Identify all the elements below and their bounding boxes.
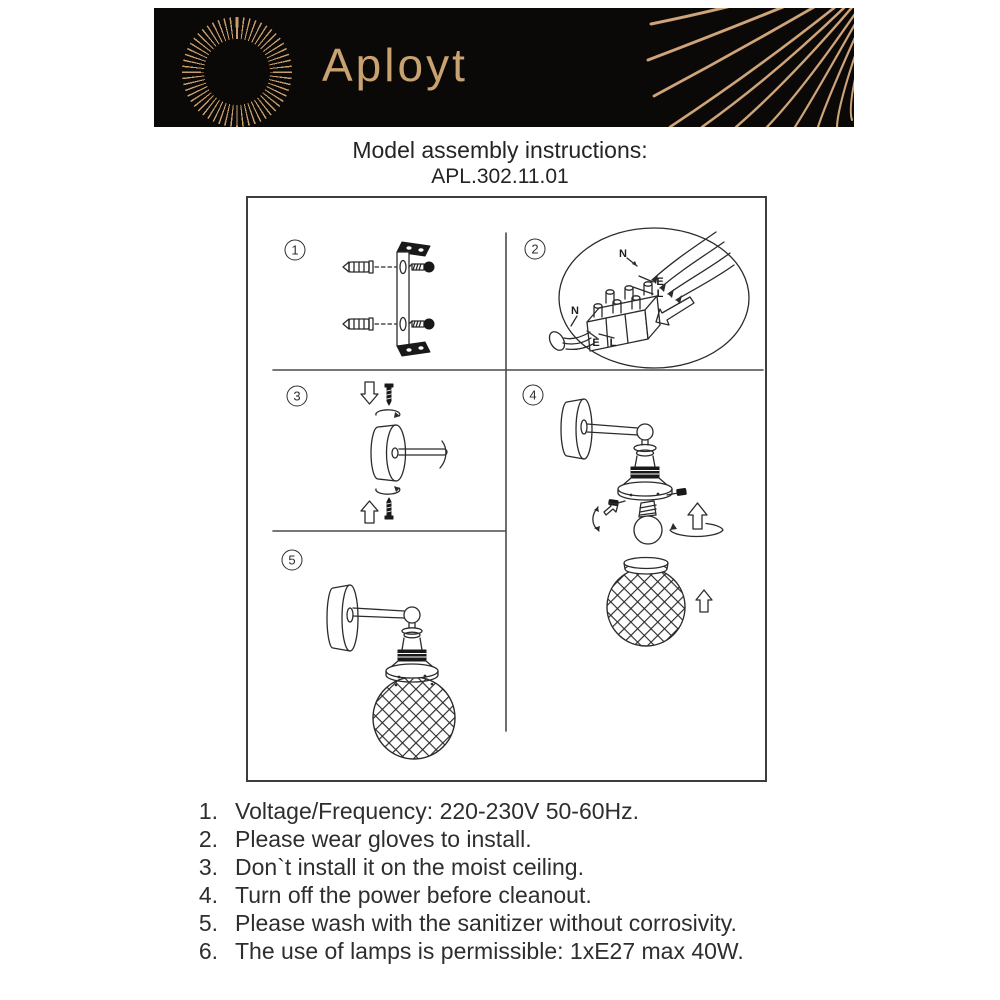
brand-banner xyxy=(154,8,854,127)
assembly-diagram-box xyxy=(246,196,767,782)
panel-3-number: 3 xyxy=(287,386,308,407)
item-text: Please wash with the sanitizer without corrosivity. xyxy=(235,909,737,936)
item-text: The use of lamps is permissible: 1xE27 max 40W. xyxy=(235,937,744,964)
wire-label-e-right: E xyxy=(656,276,664,288)
item-text: Voltage/Frequency: 220-230V 50-60Hz. xyxy=(235,797,640,824)
panel-2-number: 2 xyxy=(525,239,546,260)
mesh-shade-drawing xyxy=(607,558,712,647)
list-item xyxy=(182,937,744,965)
panel-5-number: 5 xyxy=(282,550,303,571)
backplate-screws-drawing xyxy=(361,382,447,523)
list-item xyxy=(182,797,744,825)
wire-label-l-bottom: L xyxy=(609,337,617,349)
item-number: 6. xyxy=(198,937,218,964)
bracket-drawing xyxy=(343,242,434,356)
list-item xyxy=(182,853,744,881)
wire-label-e-bottom: E xyxy=(592,337,600,349)
list-item xyxy=(182,825,744,853)
instruction-list xyxy=(182,797,744,965)
terminal-wiring-drawing xyxy=(546,228,749,368)
item-text: Turn off the power before cleanout. xyxy=(235,881,592,908)
item-text: Please wear gloves to install. xyxy=(235,825,532,852)
list-item xyxy=(182,881,744,909)
wire-label-l-right: L xyxy=(656,288,664,300)
panel-4-number: 4 xyxy=(523,385,544,406)
item-number: 2. xyxy=(198,825,218,852)
item-number: 4. xyxy=(198,881,218,908)
item-text: Don`t install it on the moist ceiling. xyxy=(235,853,584,880)
list-item xyxy=(182,909,744,937)
assembly-diagram-drawing xyxy=(248,198,765,780)
item-number: 1. xyxy=(198,797,218,824)
lamp-assembled-drawing xyxy=(327,585,455,759)
lamp-socket-drawing xyxy=(561,399,723,544)
panel-dividers xyxy=(273,233,763,731)
wire-label-n-top: N xyxy=(619,248,627,260)
wire-label-n-bottom: N xyxy=(571,305,579,317)
brand-name: Aployt xyxy=(322,39,468,91)
model-number: APL.302.11.01 xyxy=(431,165,569,188)
corner-rays-decoration xyxy=(154,8,854,127)
item-number: 5. xyxy=(198,909,218,936)
page-title: Model assembly instructions: xyxy=(352,137,648,163)
panel-1-number: 1 xyxy=(285,240,306,261)
item-number: 3. xyxy=(198,853,218,880)
